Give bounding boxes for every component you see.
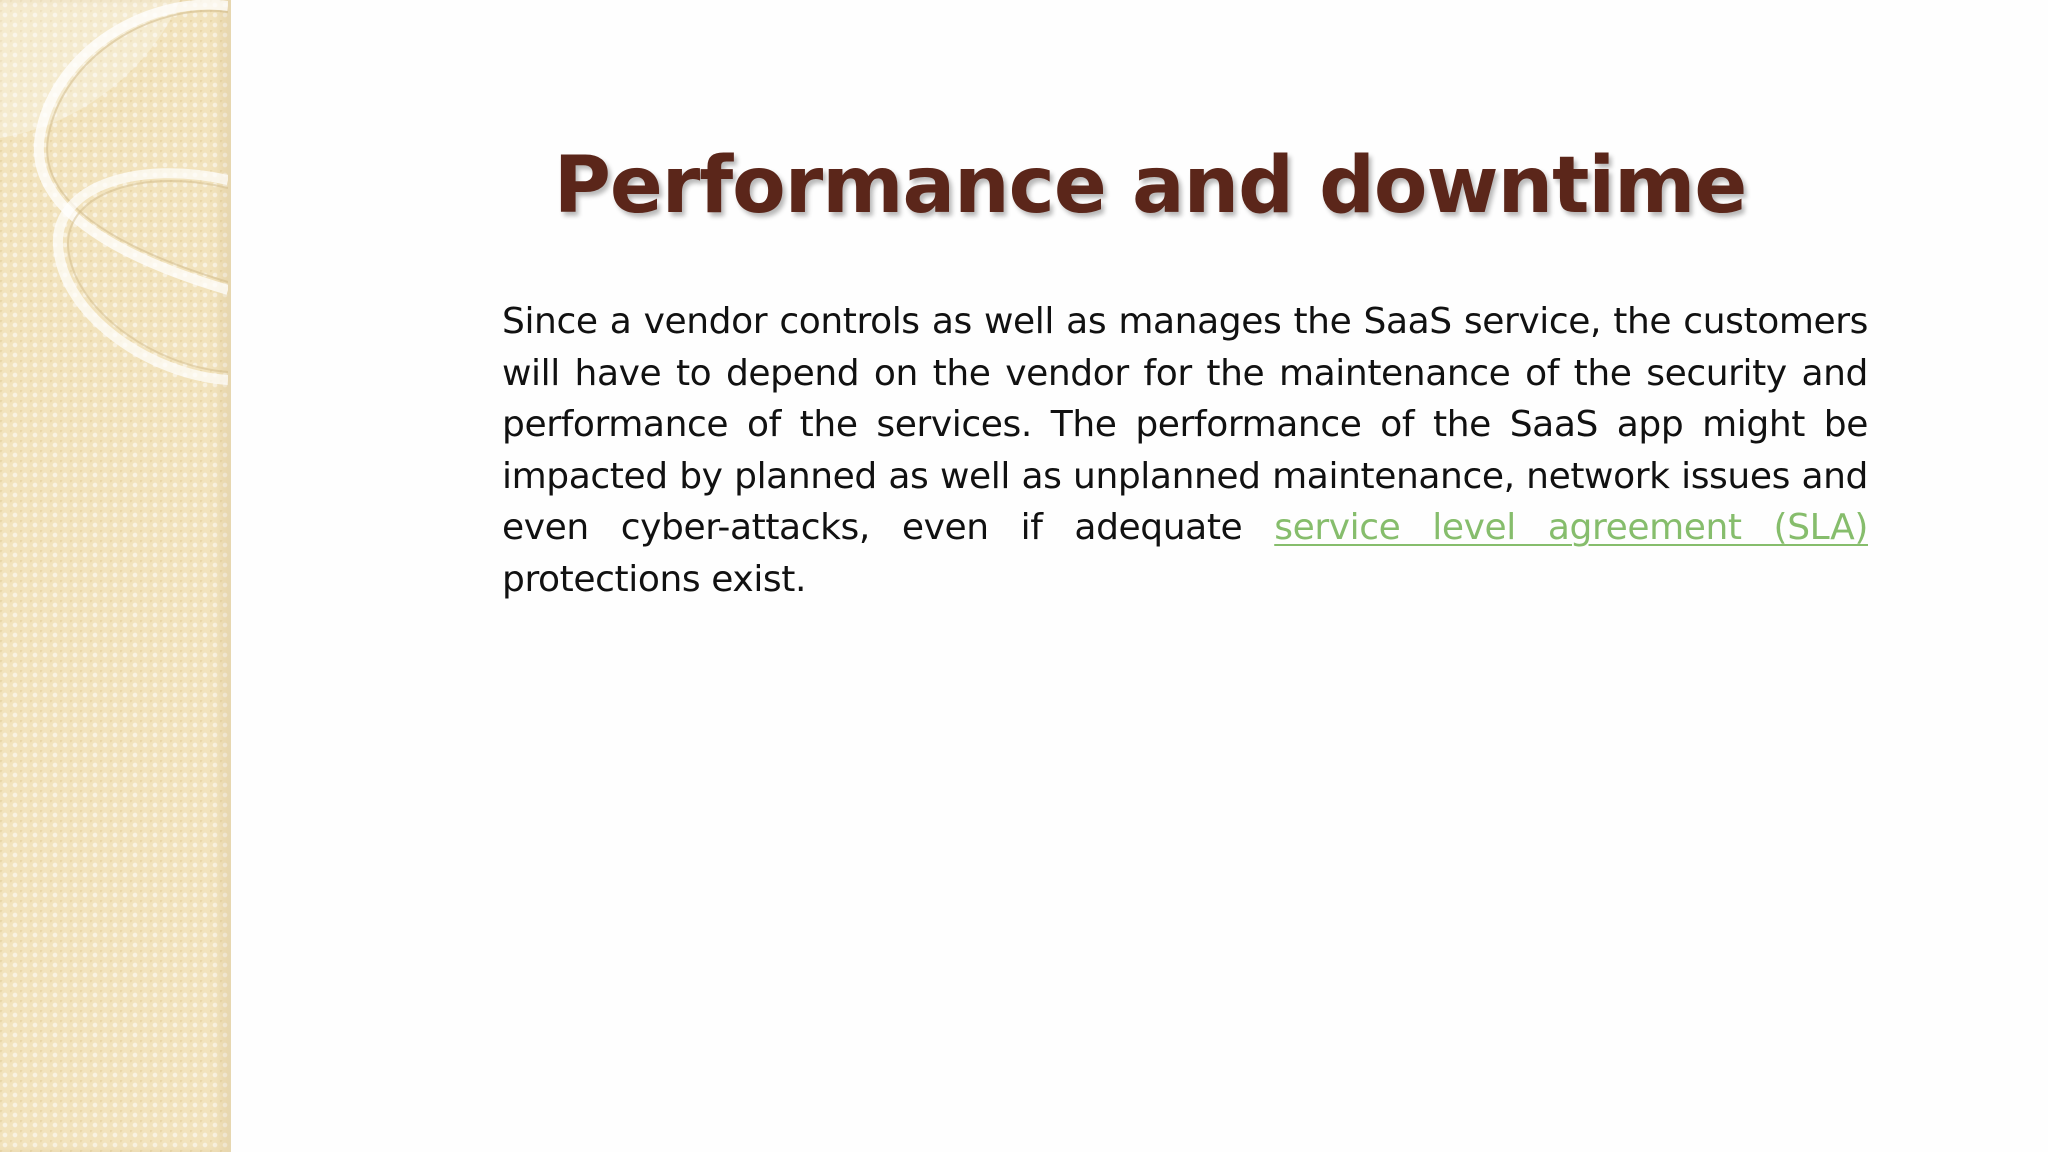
- body-text-before-link: Since a vendor controls as well as manages the SaaS service, the customers will have to depend on the vendor for the maintenance of the security and performance of the services. The performance of the SaaS app might be impacted by planned as well as unplanned maintenance, network issues and even cyber-attacks, even if adequate: [502, 301, 1868, 548]
- decorative-side-panel: [0, 0, 231, 1152]
- slide-title: Performance and downtime: [553, 141, 1747, 231]
- body-text-after-link: protections exist.: [502, 558, 807, 600]
- sla-link[interactable]: service level agreement (SLA): [1274, 507, 1868, 548]
- swirl-ornament-icon: [0, 0, 228, 420]
- body-paragraph: [502, 296, 1868, 605]
